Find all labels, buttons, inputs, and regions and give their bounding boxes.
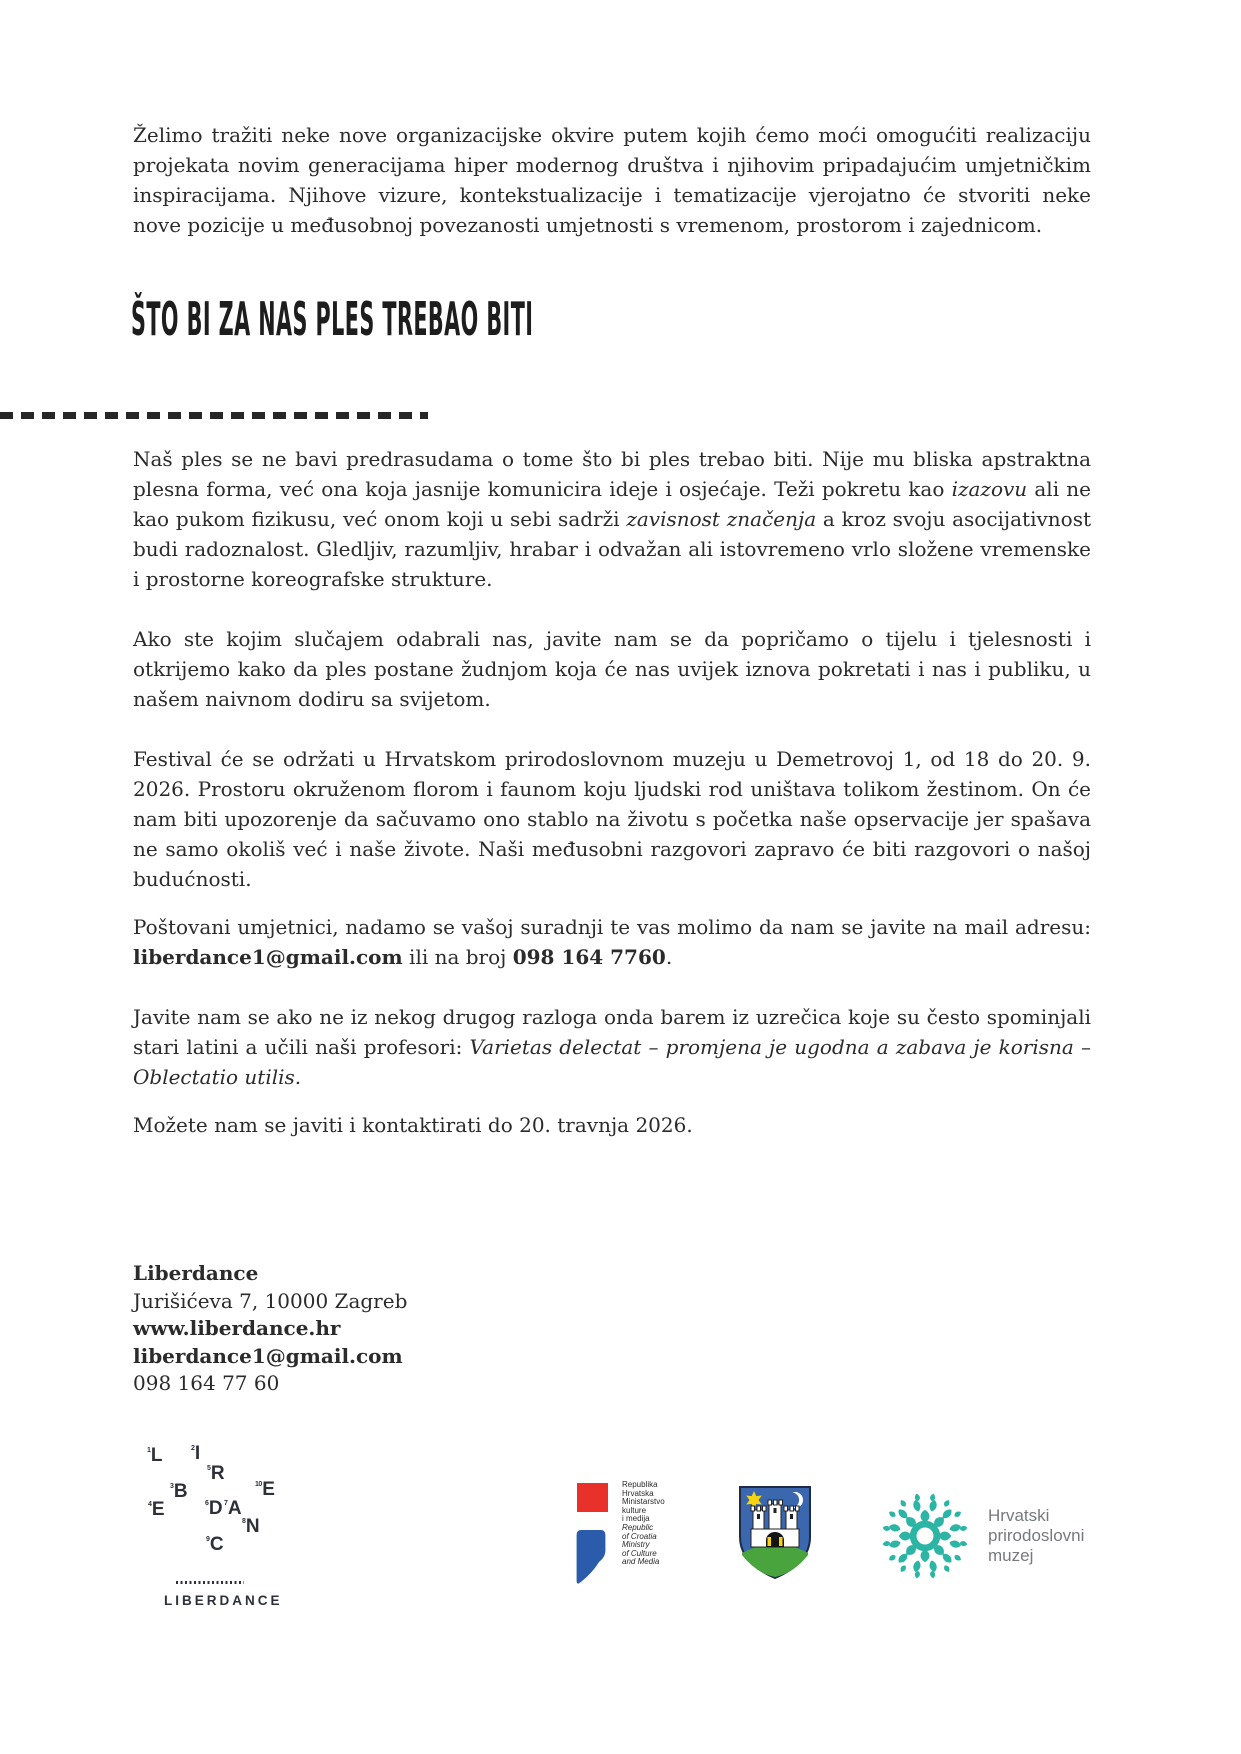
paragraph-deadline bbox=[133, 1110, 1091, 1140]
logo-letter-number: 6 bbox=[205, 1500, 209, 1507]
logo-letter-glyph: L bbox=[150, 1445, 163, 1466]
text-run: Javite nam se ako ne iz nekog drugog razloga onda barem iz uzrečica koje su često spominjali stari latini a učili naši profesori: bbox=[133, 1005, 1091, 1059]
logo-letter-number: 1 bbox=[147, 1447, 151, 1454]
logo-letter-glyph: B bbox=[173, 1481, 188, 1502]
logo-letter-glyph: D bbox=[208, 1498, 223, 1519]
logo-letter bbox=[170, 1477, 188, 1501]
text-run: Varietas delectat – promjena je ugodna a zabava je korisna – Oblectatio utilis. bbox=[133, 1035, 1091, 1089]
logo-letter-number: 8 bbox=[242, 1518, 246, 1525]
museum-name-line: muzej bbox=[988, 1546, 1034, 1565]
ministry-text-line: Republic bbox=[622, 1522, 654, 1532]
logo-letter-glyph: E bbox=[262, 1479, 275, 1500]
text-run: Festival će se održati u Hrvatskom prirodoslovnom muzeju u Demetrovoj 1, od 18 do 20. 9. 2026. Prostoru okruženom florom i faunom koju ljudski rod uništava tolikom žestinom. On će nam biti upozorenje da sačuvamo ono stablo na životu s početka naše opservacije jer spašava ne samo okoliš već i naše živote. Naši međusobni razgovori zapravo će biti razgovori o našoj budućnosti. bbox=[133, 747, 1091, 891]
ministry-text-line: Ministarstvo bbox=[622, 1497, 665, 1507]
ministry-text-line: Ministry bbox=[622, 1540, 650, 1550]
ministry-text bbox=[622, 1481, 665, 1567]
contact-website: www.liberdance.hr bbox=[133, 1316, 341, 1340]
logo-letter-number: 3 bbox=[170, 1483, 174, 1490]
text-run: ali ne kao pukom fizikusu, već onom koji u sebi sadrži bbox=[133, 477, 1091, 531]
paragraph-latin-quote bbox=[133, 1002, 1091, 1092]
paragraph-invitation bbox=[133, 624, 1091, 714]
logo-letter-number: 7 bbox=[224, 1500, 228, 1507]
museum-name-line: prirodoslovni bbox=[988, 1526, 1085, 1545]
contact-email: liberdance1@gmail.com bbox=[133, 1343, 403, 1368]
ministry-text-line: Republika bbox=[622, 1480, 658, 1489]
ministry-red-square-icon bbox=[577, 1483, 608, 1512]
contact-name: Liberdance bbox=[133, 1261, 259, 1285]
logo-letter bbox=[147, 1441, 163, 1465]
museum-name-text bbox=[988, 1506, 1084, 1566]
paragraph-contact-request bbox=[133, 912, 1091, 972]
logo-letter bbox=[255, 1475, 275, 1499]
paragraph-festival-info bbox=[133, 744, 1091, 894]
logo-letter-number: 9 bbox=[206, 1536, 210, 1543]
logo-letter-glyph: A bbox=[227, 1498, 242, 1519]
ministry-text-line: of Croatia bbox=[622, 1531, 657, 1541]
museum-rosette-icon bbox=[881, 1492, 969, 1580]
section-heading: ŠTO BI ZA NAS PLES TREBAO BITI bbox=[131, 292, 534, 346]
dashed-separator bbox=[0, 412, 428, 419]
text-run: a kroz svoju asocijativnost budi radoznalost. Gledljiv, razumljiv, hrabar i odvažan ali istovremeno vrlo složene vremenske i prostorne koreografske strukture. bbox=[133, 507, 1092, 591]
logo-letter-number: 5 bbox=[207, 1465, 211, 1472]
phone-text: 098 164 7760 bbox=[512, 945, 666, 969]
logo-letter-number: 4 bbox=[148, 1501, 152, 1508]
zagreb-coat-of-arms bbox=[738, 1485, 812, 1580]
logo-dotted-line bbox=[176, 1581, 244, 1584]
logo-letter-number: 2 bbox=[191, 1445, 195, 1452]
logo-letter-glyph: I bbox=[194, 1443, 201, 1464]
ministry-text-line: kulture bbox=[622, 1505, 647, 1515]
paragraph-intro bbox=[133, 120, 1091, 240]
paragraph-dance-vision bbox=[133, 444, 1091, 594]
contact-address: Jurišićeva 7, 10000 Zagreb bbox=[133, 1288, 408, 1313]
text-run: Poštovani umjetnici, nadamo se vašoj suradnji te vas molimo da nam se javite na mail adresu: bbox=[133, 915, 1091, 939]
text-run: Možete nam se javiti i kontaktirati do 20. travnja 2026. bbox=[133, 1113, 693, 1137]
logo-letter bbox=[206, 1530, 224, 1554]
text-run: Želimo tražiti neke nove organizacijske okvire putem kojih ćemo moći omogućiti realizaciju projekata novim generacijama hiper modernog društva i njihovim pripadajućim umjetničkim inspiracijama. Njihove vizure, kontekstualizacije i tematizacije vjerojatno će stvoriti neke nove pozicije u međusobnoj povezanosti umjetnosti s vremenom, prostorom i zajednicom. bbox=[133, 123, 1091, 237]
museum-name-line: Hrvatski bbox=[988, 1506, 1050, 1525]
logo-letter bbox=[191, 1439, 200, 1463]
logo-letter bbox=[148, 1495, 165, 1519]
ministry-text-line: of Culture bbox=[622, 1548, 657, 1558]
email-text: liberdance1@gmail.com bbox=[133, 945, 403, 969]
logo-letter-glyph: E bbox=[151, 1499, 165, 1520]
logo-letter-glyph: N bbox=[245, 1516, 260, 1537]
text-run: ili na broj bbox=[402, 945, 513, 969]
text-run: Ako ste kojim slučajem odabrali nas, javite nam se da popričamo o tijelu i tjelesnosti i otkrijemo kako da ples postane žudnjom koja će nas uvijek iznova pokretati i nas i publiku, u našem naivnom dodiru sa svijetom. bbox=[133, 627, 1091, 711]
logo-letter-number: 10 bbox=[255, 1481, 262, 1488]
logo-letter bbox=[207, 1459, 225, 1483]
contact-phone: 098 164 77 60 bbox=[133, 1371, 280, 1395]
logo-letter-glyph: R bbox=[210, 1463, 225, 1484]
ministry-text-line: i medija bbox=[622, 1514, 650, 1524]
text-run: zavisnost značenja bbox=[626, 507, 817, 531]
logo-letter-glyph: C bbox=[209, 1534, 224, 1555]
ministry-text-line: Hrvatska bbox=[622, 1488, 654, 1498]
logo-letter bbox=[242, 1512, 260, 1536]
text-run: . bbox=[665, 945, 673, 969]
text-run: izazovu bbox=[951, 477, 1028, 501]
logo-letter bbox=[224, 1494, 242, 1518]
liberdance-wordmark: LIBERDANCE bbox=[164, 1593, 283, 1608]
text-run: Naš ples se ne bavi predrasudama o tome što bi ples trebao biti. Nije mu bliska apstraktna plesna forma, već ona koja jasnije komunicira ideje i osjećaje. Teži pokretu kao bbox=[133, 447, 1091, 501]
ministry-text-line: and Media bbox=[622, 1557, 660, 1567]
ministry-blue-comma-icon bbox=[575, 1524, 607, 1592]
logo-letter bbox=[205, 1494, 223, 1518]
contact-block bbox=[133, 1260, 407, 1398]
